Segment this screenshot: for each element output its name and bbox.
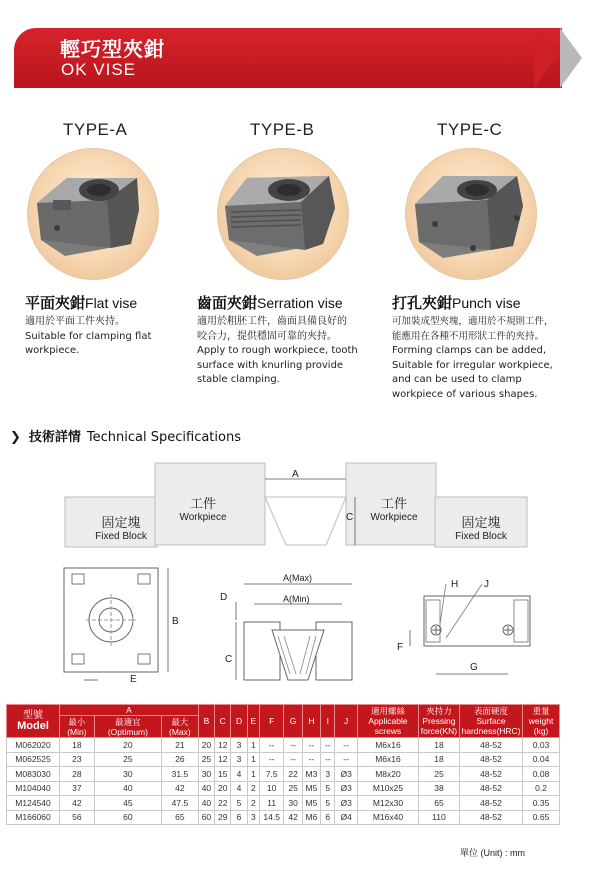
drawing-label-b: B [172, 616, 179, 627]
table-cell: -- [335, 738, 357, 753]
type-b-description [197, 315, 387, 388]
table-cell: 48-52 [459, 738, 522, 753]
col-header-hardness-en-2: hardness(HRC) [461, 726, 521, 736]
punch-vise-image [405, 148, 537, 280]
col-header-a: A [60, 705, 199, 716]
flat-vise-image [27, 148, 159, 280]
table-cell: 30 [284, 796, 302, 811]
table-cell: 18 [419, 738, 460, 753]
workpiece-left [166, 493, 240, 523]
type-c-name [392, 292, 521, 313]
col-header-screw-en-1: Applicable [368, 716, 408, 726]
table-cell: Ø4 [335, 810, 357, 825]
type-c-desc-zh-1: 可加裝成型夾塊，適用於不規則工件， [392, 316, 554, 327]
col-header-c: C [215, 705, 231, 738]
table-cell: Ø3 [335, 767, 357, 782]
page-title-en: OK VISE [61, 60, 137, 79]
page-title-zh: 輕巧型夾鉗 [60, 37, 165, 61]
fixed-block-right [446, 512, 516, 542]
header-banner [14, 28, 584, 88]
table-cell: 1 [247, 738, 259, 753]
col-header-weight-en-2: (kg) [533, 726, 549, 736]
workpiece-left-en: Workpiece [179, 512, 227, 523]
drawing-label-amax: A(Max) [283, 573, 312, 583]
table-cell: 65 [162, 810, 199, 825]
type-b-desc-en-1: Apply to rough workpiece, tooth [197, 345, 358, 356]
table-row [7, 781, 560, 796]
col-header-force-zh: 夾持力 [426, 706, 452, 716]
table-cell: -- [284, 752, 302, 767]
table-cell: 6 [321, 810, 335, 825]
workpiece-left-zh: 工件 [189, 497, 216, 512]
table-cell: 30 [94, 767, 161, 782]
table-cell: -- [284, 738, 302, 753]
col-header-a-min-zh: 最小 [68, 716, 86, 727]
fixed-block-right-en: Fixed Block [455, 531, 507, 542]
table-cell: 48-52 [459, 796, 522, 811]
table-cell: 31.5 [162, 767, 199, 782]
table-cell: 12 [215, 752, 231, 767]
table-cell: 60 [198, 810, 214, 825]
table-cell: 23 [60, 752, 95, 767]
table-cell: 48-52 [459, 767, 522, 782]
table-cell: M6 [302, 810, 320, 825]
table-cell: 18 [60, 738, 95, 753]
col-header-j: J [335, 705, 357, 738]
table-cell: 0.2 [523, 781, 560, 796]
drawing-label-j: J [484, 579, 489, 590]
table-cell: 25 [94, 752, 161, 767]
drawing-label-amin: A(Min) [283, 594, 310, 604]
workpiece-right-en: Workpiece [370, 512, 418, 523]
table-cell: M5 [302, 781, 320, 796]
table-cell: 0.35 [523, 796, 560, 811]
col-header-hardness-zh: 表面硬度 [474, 706, 509, 716]
col-header-e: E [247, 705, 259, 738]
model-cell: M062525 [7, 752, 60, 767]
table-cell: M6x16 [357, 738, 418, 753]
drawing-label-f: F [397, 642, 404, 653]
table-row [7, 810, 560, 825]
table-cell: 0.65 [523, 810, 560, 825]
table-cell: 22 [284, 767, 302, 782]
banner-chevron-gray [560, 28, 582, 88]
table-cell: -- [321, 752, 335, 767]
table-cell: 42 [284, 810, 302, 825]
col-header-a-min-en: (Min) [67, 726, 87, 737]
table-cell: 21 [162, 738, 199, 753]
type-b-desc-en-3: stable clamping. [197, 374, 280, 385]
model-cell: M166060 [7, 810, 60, 825]
col-header-screw-en-2: screws [374, 726, 402, 736]
tech-spec-heading [10, 426, 241, 445]
table-cell: 25 [198, 752, 214, 767]
table-cell: 18 [419, 752, 460, 767]
table-cell: 6 [231, 810, 247, 825]
table-row [7, 796, 560, 811]
col-header-force-en-1: Pressing [422, 716, 456, 726]
type-a-desc-en-1: Suitable for clamping flat [25, 330, 152, 342]
table-cell: 11 [259, 796, 283, 811]
table-cell: -- [335, 752, 357, 767]
table-cell: M12x30 [357, 796, 418, 811]
drawing-label-c: C [225, 654, 233, 665]
col-header-model [7, 705, 60, 738]
col-header-a-max-en: (Max) [169, 726, 191, 737]
col-header-screw [357, 705, 418, 738]
type-a-name-en: Flat vise [85, 295, 138, 311]
table-cell: 29 [215, 810, 231, 825]
workpiece-right-zh: 工件 [380, 497, 407, 512]
table-cell: 25 [284, 781, 302, 796]
table-cell: 1 [247, 767, 259, 782]
table-cell: M5 [302, 796, 320, 811]
table-cell: 5 [321, 796, 335, 811]
table-cell: 42 [60, 796, 95, 811]
table-cell: M16x40 [357, 810, 418, 825]
table-cell: 40 [94, 781, 161, 796]
col-header-model-en: Model [17, 720, 49, 732]
table-cell: -- [259, 738, 283, 753]
diagram-label-c: C [346, 512, 354, 523]
table-cell: 40 [198, 796, 214, 811]
table-cell: M3 [302, 767, 320, 782]
table-cell: 28 [60, 767, 95, 782]
type-c-desc-zh-2: 能應用在各種不用形狀工件的夾持。 [392, 330, 545, 342]
serration-vise-image [217, 148, 349, 280]
table-cell: 2 [247, 781, 259, 796]
col-header-a-min [60, 716, 95, 738]
type-c-label: TYPE-C [437, 120, 503, 139]
model-cell: M124540 [7, 796, 60, 811]
type-c-name-zh: 打孔夾鉗 [392, 294, 453, 312]
model-cell: M104040 [7, 781, 60, 796]
type-a-desc-zh: 適用於平面工件夾持。 [25, 316, 125, 327]
table-cell: 5 [321, 781, 335, 796]
table-cell: 12 [215, 738, 231, 753]
table-cell: 40 [198, 781, 214, 796]
table-cell: 26 [162, 752, 199, 767]
type-b-name [197, 292, 343, 313]
fixed-block-right-zh: 固定塊 [461, 516, 501, 531]
table-cell: 0.04 [523, 752, 560, 767]
diagram-label-a: A [292, 469, 299, 480]
table-cell: 4 [231, 767, 247, 782]
type-b-desc-zh-2: 咬合力，提供穩固可靠的夾持。 [197, 330, 337, 342]
table-row [7, 738, 560, 753]
type-c-name-en: Punch vise [452, 295, 521, 311]
fixed-block-left [86, 512, 156, 542]
table-cell: 2 [247, 796, 259, 811]
workpiece-right [357, 493, 431, 523]
col-header-a-max [162, 716, 199, 738]
table-cell: 48-52 [459, 752, 522, 767]
col-header-f: F [259, 705, 283, 738]
type-a-description [25, 315, 195, 359]
spec-table [6, 704, 560, 825]
col-header-weight-zh: 重量 [532, 706, 550, 716]
unit-note: 單位 (Unit) : mm [460, 848, 525, 858]
table-row [7, 752, 560, 767]
col-header-screw-zh: 適用螺絲 [370, 706, 405, 716]
table-cell: 15 [215, 767, 231, 782]
table-cell: 20 [198, 738, 214, 753]
drawing-label-d: D [220, 592, 228, 603]
table-cell: 4 [231, 781, 247, 796]
table-cell: 48-52 [459, 810, 522, 825]
type-a-label: TYPE-A [63, 120, 128, 139]
drawing-label-g: G [470, 662, 478, 673]
col-header-weight-en-1: weight [528, 716, 554, 726]
type-c-desc-en-4: workpiece of various shapes. [392, 388, 538, 400]
table-cell: -- [259, 752, 283, 767]
table-cell: M10x25 [357, 781, 418, 796]
col-header-h: H [302, 705, 320, 738]
type-c-desc-en-1: Forming clamps can be added, [392, 345, 547, 356]
table-cell: 42 [162, 781, 199, 796]
table-cell: 60 [94, 810, 161, 825]
table-cell: 1 [247, 752, 259, 767]
table-cell: 7.5 [259, 767, 283, 782]
col-header-b: B [198, 705, 214, 738]
col-header-a-opt [94, 716, 161, 738]
table-cell: 45 [94, 796, 161, 811]
table-cell: -- [302, 738, 320, 753]
table-cell: -- [302, 752, 320, 767]
tech-spec-heading-en: Technical Specifications [86, 430, 241, 445]
type-b-desc-zh-1: 適用於粗胚工件，齒面具備良好的 [197, 316, 347, 327]
table-cell: 65 [419, 796, 460, 811]
type-a-name-zh: 平面夾鉗 [25, 294, 86, 312]
type-a-name [25, 292, 137, 313]
table-cell: 37 [60, 781, 95, 796]
banner-chevron-red [534, 28, 556, 88]
col-header-a-opt-en: (Optimum) [107, 726, 148, 737]
table-cell: 3 [321, 767, 335, 782]
table-cell: Ø3 [335, 781, 357, 796]
model-cell: M062020 [7, 738, 60, 753]
drawing-label-e: E [130, 674, 137, 685]
chevron-right-icon: ❯ [10, 430, 21, 445]
table-cell: 14.5 [259, 810, 283, 825]
col-header-i: I [321, 705, 335, 738]
col-header-g: G [284, 705, 302, 738]
table-cell: M8x20 [357, 767, 418, 782]
col-header-hardness-en-1: Surface [476, 716, 506, 726]
table-cell: 20 [94, 738, 161, 753]
col-header-hardness [459, 705, 522, 738]
tech-spec-heading-zh: 技術詳情 [28, 430, 81, 445]
table-cell: 30 [198, 767, 214, 782]
type-c-description [392, 315, 596, 402]
table-cell: 48-52 [459, 781, 522, 796]
table-cell: 20 [215, 781, 231, 796]
type-c-desc-en-3: and can be used to clamp [392, 374, 522, 385]
table-cell: 25 [419, 767, 460, 782]
fixed-block-left-en: Fixed Block [95, 531, 147, 542]
col-header-a-max-zh: 最大 [171, 716, 189, 727]
model-cell: M083030 [7, 767, 60, 782]
col-header-d: D [231, 705, 247, 738]
table-cell: 56 [60, 810, 95, 825]
table-row [7, 767, 560, 782]
table-cell: 0.08 [523, 767, 560, 782]
type-b-label: TYPE-B [250, 120, 315, 139]
table-cell: Ø3 [335, 796, 357, 811]
col-header-model-zh: 型號 [23, 710, 44, 721]
col-header-force-en-2: force(KN) [420, 726, 458, 736]
table-cell: 110 [419, 810, 460, 825]
table-cell: 5 [231, 796, 247, 811]
type-b-desc-en-2: surface with knurling provide [197, 359, 344, 371]
table-cell: -- [321, 738, 335, 753]
col-header-a-opt-zh: 最適宜 [115, 716, 141, 727]
table-cell: 38 [419, 781, 460, 796]
table-cell: 3 [231, 752, 247, 767]
type-b-name-en: Serration vise [257, 295, 343, 311]
type-b-name-zh: 齒面夾鉗 [197, 294, 258, 312]
col-header-force [419, 705, 460, 738]
table-cell: 3 [231, 738, 247, 753]
spec-table-body [7, 738, 560, 825]
col-header-weight [523, 705, 560, 738]
table-cell: 3 [247, 810, 259, 825]
table-cell: 47.5 [162, 796, 199, 811]
type-a-desc-en-2: workpiece. [25, 345, 80, 356]
table-header-row-1 [7, 705, 560, 716]
drawing-label-h: H [451, 579, 459, 590]
type-c-desc-en-2: Suitable for irregular workpiece, [392, 359, 553, 371]
table-cell: 22 [215, 796, 231, 811]
fixed-block-left-zh: 固定塊 [101, 516, 141, 531]
table-cell: M6x16 [357, 752, 418, 767]
table-cell: 0.03 [523, 738, 560, 753]
table-cell: 10 [259, 781, 283, 796]
